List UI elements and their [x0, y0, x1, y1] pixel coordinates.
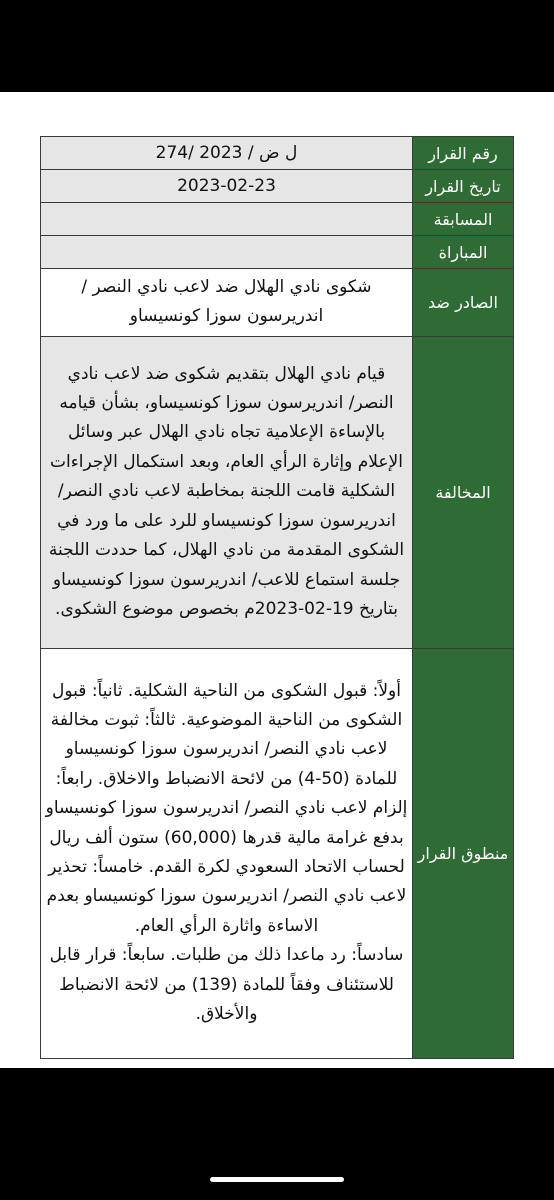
ruling-text [41, 675, 412, 1033]
row-decision-date [41, 170, 514, 203]
row-competition [41, 203, 514, 236]
value-issued-against [41, 269, 413, 337]
label-violation: المخالفة [413, 337, 514, 649]
ruling-text-main: أولاً: قبول الشكوى من الناحية الشكلية. ثانياً: قبول الشكوى من الناحية الموضوعية. ثالثاً: ثبوت مخالفة لاعب نادي النصر/ اندريرسون سوزا كونسيساو للمادة (50-4) من لائحة الانضباط والاخلاق. رابعاً: إلزام لاعب نادي النصر/ اندريرسون سوزا كونسيساو بدفع غرامة مالية قدرها (60,000) ستون ألف ريال لحساب الاتحاد السعودي لكرة القدم. خامساً: تحذير لاعب نادي النصر/ اندريرسون سوزا كونسيساو بعدم الاساءة واثارة الرأي العام. [45, 680, 408, 936]
label-decision-date: تاريخ القرار [413, 170, 514, 203]
value-ruling [41, 649, 413, 1059]
row-decision-number [41, 137, 514, 170]
label-competition: المسابقة [413, 203, 514, 236]
value-decision-date [41, 170, 413, 203]
value-violation [41, 337, 413, 649]
row-match [41, 236, 514, 269]
value-match [41, 236, 413, 269]
decision-number-text: 274/ ل ض / 2023 [155, 143, 298, 163]
value-competition [41, 203, 413, 236]
decision-date-text: 2023-02-23 [177, 176, 276, 196]
document-page [0, 92, 554, 1068]
issued-against-text: شكوى نادي الهلال ضد لاعب نادي النصر / اندريرسون سوزا كونسيساو [81, 276, 372, 326]
row-issued-against [41, 269, 514, 337]
label-issued-against: الصادر ضد [413, 269, 514, 337]
label-decision-number: رقم القرار [413, 137, 514, 170]
decision-table [40, 136, 514, 1059]
label-ruling: منطوق القرار [413, 649, 514, 1059]
value-decision-number [41, 137, 413, 170]
home-indicator[interactable] [210, 1177, 344, 1182]
violation-text: قيام نادي الهلال بتقديم شكوى ضد لاعب نادي النصر/ اندريرسون سوزا كونسيساو، بشأن قيامه بالإساءة الإعلامية تجاه نادي الهلال عبر وسائل الإعلام وإثارة الرأي العام، وبعد استكمال الإجراءات الشكلية قامت اللجنة بمخاطبة لاعب نادي النصر/ اندريرسون سوزا كونسيساو للرد على ما ورد في الشكوى المقدمة من نادي الهلال، كما حددت اللجنة جلسة استماع للاعب/ اندريرسون سوزا كونسيساو بتاريخ 19-02-2023م بخصوص موضوع الشكوى. [48, 363, 405, 619]
ruling-text-extra: سادساً: رد ماعدا ذلك من طلبات. سابعاً: قرار قابل للاستئناف وفقاً للمادة (139) من لائحة الانضباط والأخلاق. [49, 945, 404, 1025]
row-violation [41, 337, 514, 649]
row-ruling [41, 649, 514, 1059]
label-match: المباراة [413, 236, 514, 269]
